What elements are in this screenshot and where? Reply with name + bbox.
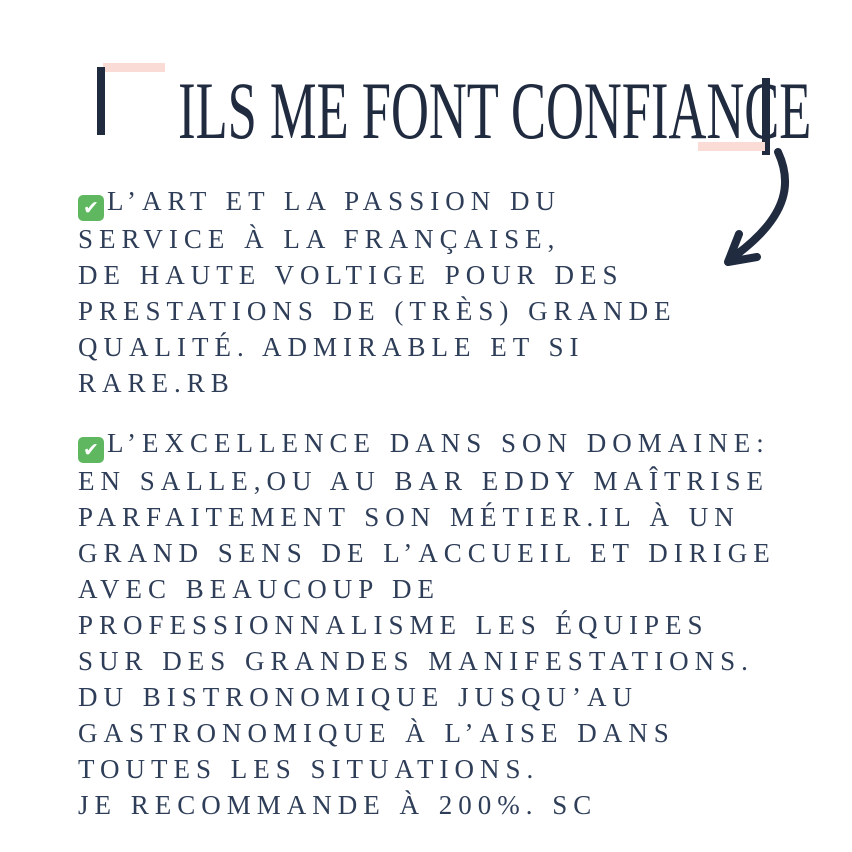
testimonial-2-line: TOUTES LES SITUATIONS. [78, 754, 540, 784]
testimonial-1-line: DE HAUTE VOLTIGE POUR DES [78, 260, 624, 290]
testimonial-2-line: SUR DES GRANDES MANIFESTATIONS. [78, 646, 754, 676]
testimonial-2-line: AVEC BEAUCOUP DE [78, 574, 441, 604]
testimonial-1 [78, 183, 838, 401]
testimonial-2-line: PARFAITEMENT SON MÉTIER.IL À UN [78, 502, 740, 532]
testimonial-1-line: PRESTATIONS DE (TRÈS) GRANDE [78, 296, 677, 326]
testimonial-2 [78, 425, 838, 823]
testimonial-2-line: PROFESSIONNALISME LES ÉQUIPES [78, 610, 709, 640]
testimonial-1-line: SERVICE À LA FRANÇAISE, [78, 224, 561, 254]
testimonial-2-line: JE RECOMMANDE À 200%. SC [78, 790, 598, 820]
testimonial-2-line [78, 425, 838, 463]
check-mark-icon: ✔ [78, 437, 104, 463]
testimonial-2-line: DU BISTRONOMIQUE JUSQU’AU [78, 682, 639, 712]
testimonial-2-text: L’EXCELLENCE DANS SON DOMAINE: [107, 428, 770, 458]
testimonial-1-line: RARE.RB [78, 368, 235, 398]
testimonial-2-line: GRAND SENS DE L’ACCUEIL ET DIRIGE [78, 538, 776, 568]
testimonial-1-text: L’ART ET LA PASSION DU [107, 186, 561, 216]
title-container [0, 65, 852, 156]
check-mark-icon: ✔ [78, 195, 104, 221]
testimonial-2-line: EN SALLE,OU AU BAR EDDY MAÎTRISE [78, 466, 769, 496]
testimonial-1-line [78, 183, 838, 221]
page-title: ILS ME FONT CONFIANCE [178, 65, 812, 156]
testimonial-2-line: GASTRONOMIQUE À L’AISE DANS [78, 718, 675, 748]
testimonial-1-line: QUALITÉ. ADMIRABLE ET SI [78, 332, 585, 362]
